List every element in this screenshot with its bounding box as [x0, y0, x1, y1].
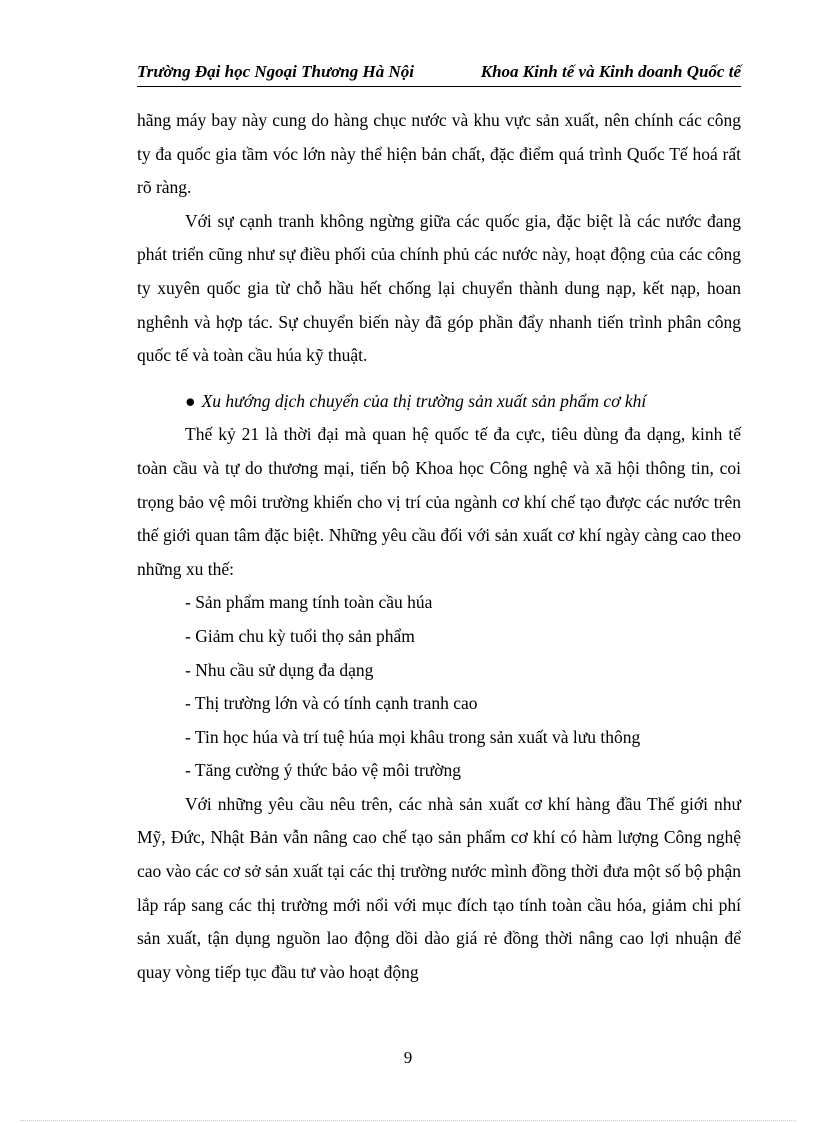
- bullet-heading-text: Xu hướng dịch chuyển của thị trường sản xuất sản phẩm cơ khí: [201, 390, 647, 411]
- paragraph-continuation: hãng máy bay này cung do hàng chục nước và khu vực sản xuất, nên chính các công ty đa quốc gia tầm vóc lớn này thể hiện bản chất, đặc điểm quá trình Quốc Tế hoá rất rõ ràng.: [137, 110, 741, 198]
- trend-list: [137, 586, 741, 788]
- list-item: - Nhu cầu sử dụng đa dạng: [185, 659, 374, 680]
- paragraph-manufacturers: Với những yêu cầu nêu trên, các nhà sản xuất cơ khí hàng đầu Thế giới như Mỹ, Đức, Nhật Bản vẫn nâng cao chế tạo sản phẩm cơ khí có hàm lượng Công nghệ cao vào các cơ sở sản xuất tại các thị trường nước mình đồng thời đưa một số bộ phận lắp ráp sang các thị trường mới nổi với mục đích tạo tính toàn cầu hóa, giảm chi phí sản xuất, tận dụng nguồn lao động dồi dào giá rẻ đồng thời nâng cao lợi nhuận để quay vòng tiếp tục đầu tư vào hoạt động: [137, 793, 741, 982]
- body-text: [137, 104, 741, 989]
- page-number: 9: [403, 1048, 413, 1067]
- header-faculty: Khoa Kinh tế và Kinh doanh Quốc tế: [480, 62, 741, 81]
- running-header: [137, 62, 741, 87]
- paragraph-competition: Với sự cạnh tranh không ngừng giữa các quốc gia, đặc biệt là các nước đang phát triển cũng như sự điều phối của chính phủ các nước này, hoạt động của các công ty xuyên quốc gia từ chỗ hầu hết chống lại chuyển thành dung nạp, kết nạp, hoan nghênh và hợp tác. Sự chuyển biến này đã góp phần đẩy nhanh tiến trình phân công quốc tế và toàn cầu húa kỹ thuật.: [137, 210, 741, 366]
- list-item: - Tăng cường ý thức bảo vệ môi trường: [185, 760, 462, 781]
- list-item: - Giảm chu kỳ tuổi thọ sản phẩm: [185, 625, 415, 646]
- list-item: - Tin học húa và trí tuệ húa mọi khâu trong sản xuất và lưu thông: [185, 726, 641, 747]
- bullet-dot-icon: ●: [185, 390, 196, 411]
- list-item: - Sản phẩm mang tính toàn cầu húa: [185, 592, 433, 613]
- list-item: - Thị trường lớn và có tính cạnh tranh cao: [185, 693, 478, 714]
- header-university: Trường Đại học Ngoại Thương Hà Nội: [137, 62, 414, 81]
- page-bottom-divider: [20, 1120, 796, 1121]
- paragraph-21st-century: Thế kỷ 21 là thời đại mà quan hệ quốc tế đa cực, tiêu dùng đa dạng, kinh tế toàn cầu và tự do thương mại, tiến bộ Khoa học Công nghệ và xã hội thông tin, coi trọng bảo vệ môi trường khiến cho vị trí của ngành cơ khí chế tạo được các nước trên thế giới quan tâm đặc biệt. Những yêu cầu đối với sản xuất cơ khí ngày càng cao theo những xu thế:: [137, 424, 741, 579]
- section-bullet-heading: [185, 385, 741, 419]
